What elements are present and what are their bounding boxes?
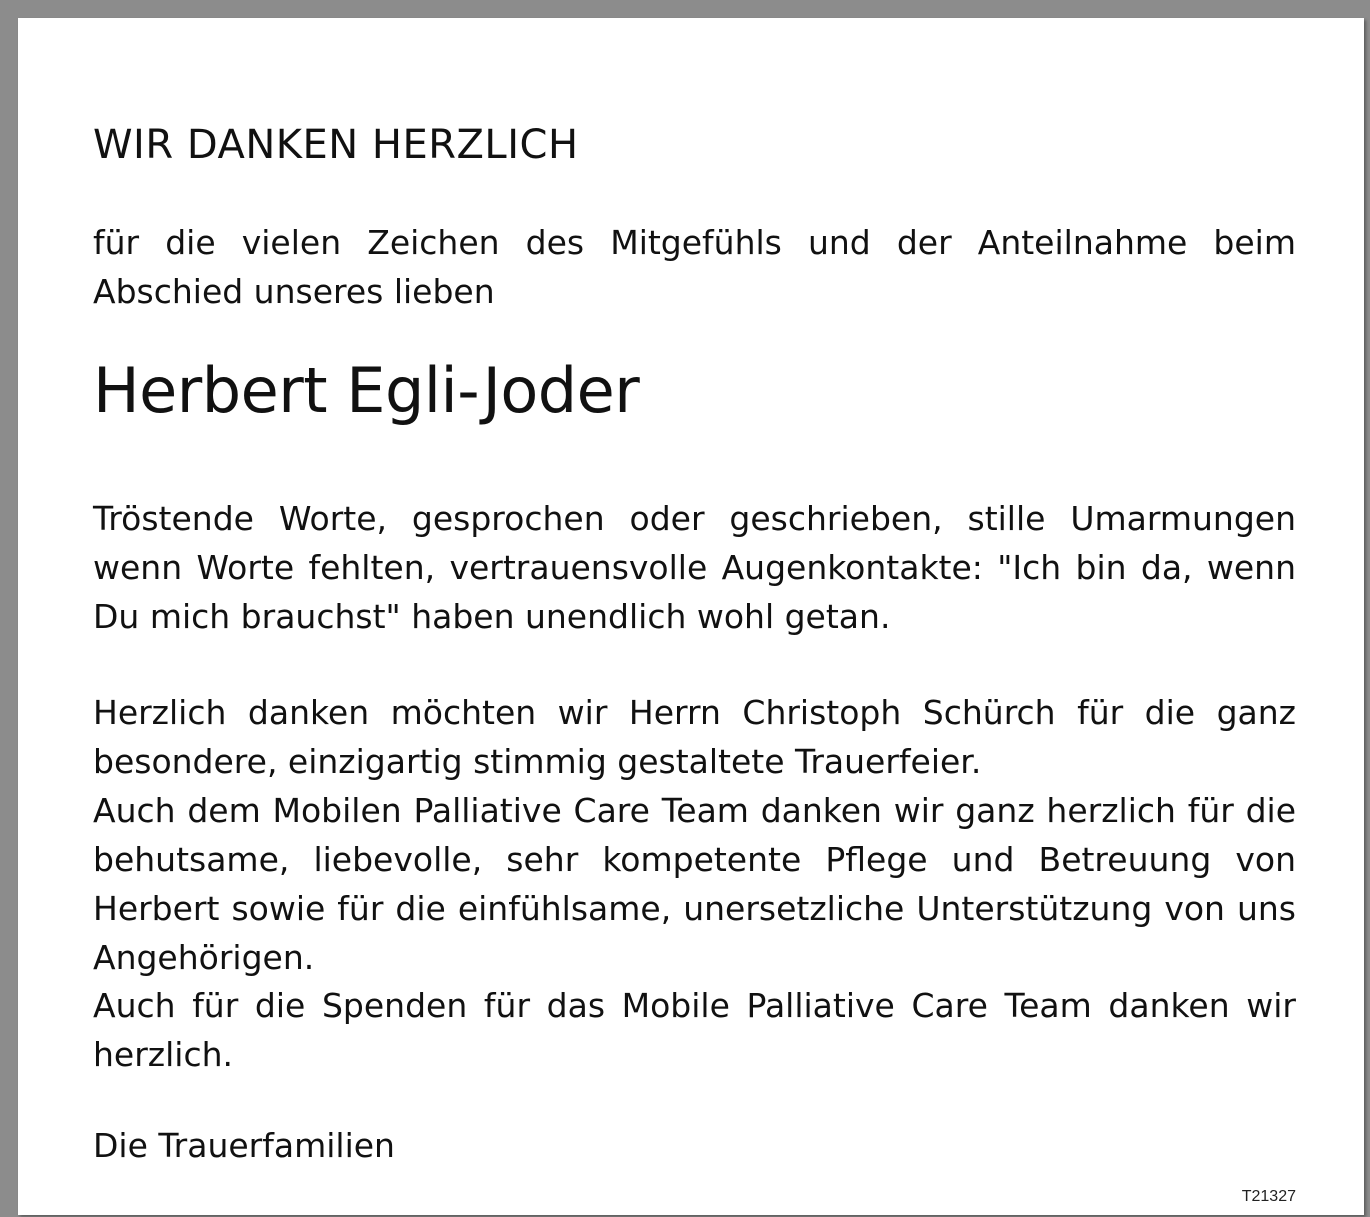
paragraph-thanks-care-team: Auch dem Mobilen Palliative Care Team danken wir ganz herzlich für die behutsame, liebevolle, sehr kompetente Pflege und Betreuung von Herbert sowie für die einfühlsame, unersetzliche Unterstützung von uns Angehörigen. bbox=[93, 791, 1296, 977]
deceased-name: Herbert Egli-Joder bbox=[93, 354, 640, 427]
paragraph-thanks-officiant: Herzlich danken möchten wir Herrn Christoph Schürch für die ganz besondere, einzigartig stimmig gestaltete Trauerfeier. bbox=[93, 693, 1296, 781]
signature: Die Trauerfamilien bbox=[93, 1126, 395, 1165]
notice-heading: WIR DANKEN HERZLICH bbox=[93, 122, 579, 168]
paragraph-comfort: Tröstende Worte, gesprochen oder geschrieben, stille Umarmungen wenn Worte fehlten, vertrauensvolle Augenkontakte: "Ich bin da, wenn Du mich brauchst" haben unendlich wohl getan. bbox=[93, 499, 1296, 636]
reference-code: T21327 bbox=[1241, 1188, 1296, 1205]
paragraph-thanks-donations: Auch für die Spenden für das Mobile Palliative Care Team danken wir herzlich. bbox=[93, 986, 1296, 1074]
notice-intro: für die vielen Zeichen des Mitgefühls und der Anteilnahme beim Abschied unseres lieben bbox=[93, 223, 1296, 311]
notice-page bbox=[18, 18, 1364, 1215]
